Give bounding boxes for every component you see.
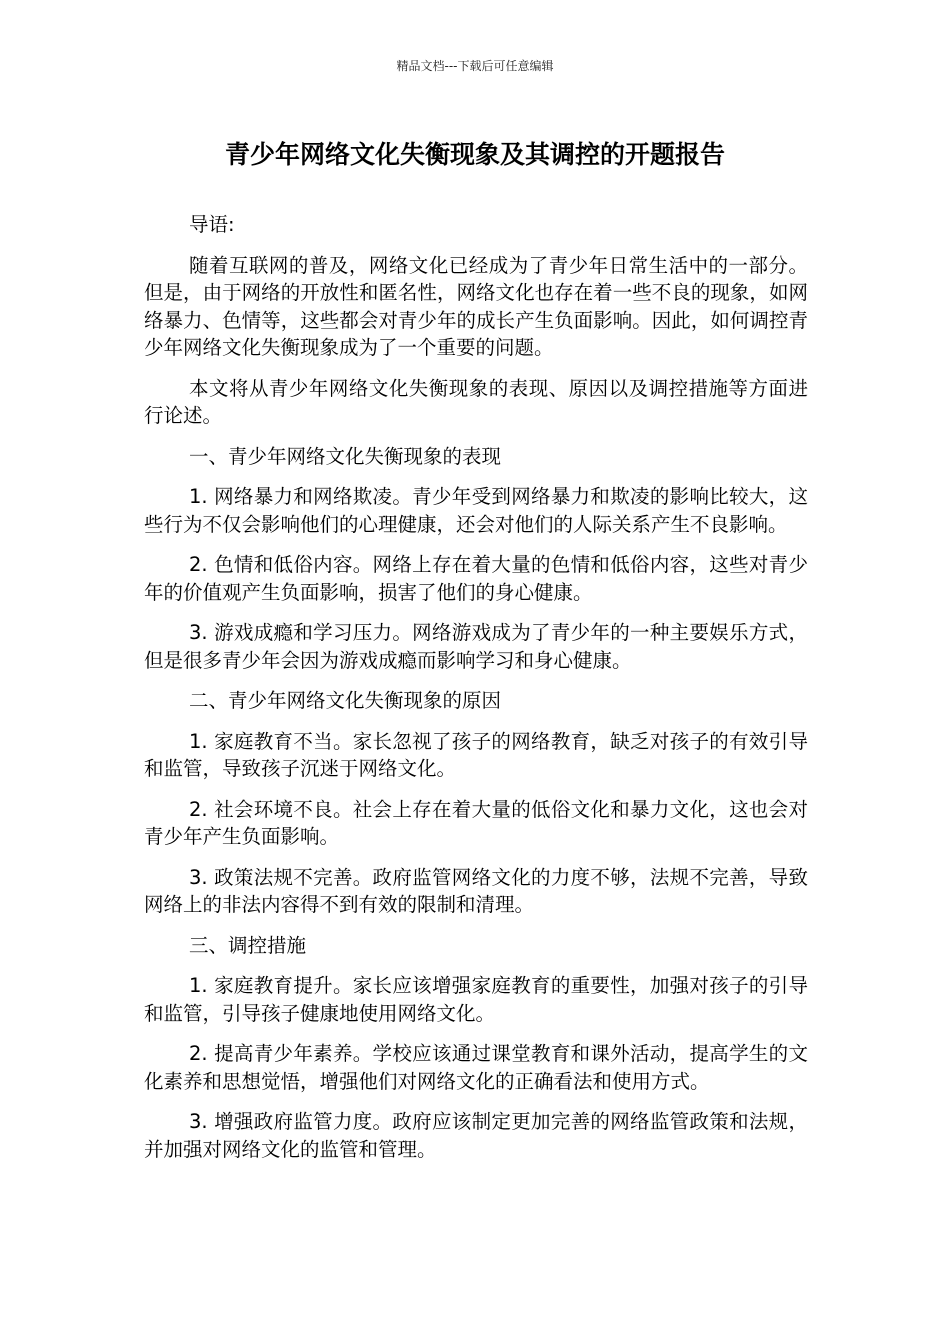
section-heading-measures: 三、调控措施: [189, 933, 307, 957]
list-item: 1. 家庭教育提升。家长应该增强家庭教育的重要性，加强对孩子的引导和监管，引导孩子健康地使用网络文化。: [144, 974, 808, 1025]
section-heading-causes: 二、青少年网络文化失衡现象的原因: [189, 689, 502, 712]
list-item: 1. 网络暴力和网络欺凌。青少年受到网络暴力和欺凌的影响比较大，这些行为不仅会影响他们的心理健康，还会对他们的人际关系产生不良影响。: [144, 485, 808, 536]
document-title: 青少年网络文化失衡现象及其调控的开题报告: [224, 140, 725, 169]
list-item: 2. 提高青少年素养。学校应该通过课堂教育和课外活动，提高学生的文化素养和思想觉悟，增强他们对网络文化的正确看法和使用方式。: [144, 1042, 808, 1093]
list-item: 3. 政策法规不完善。政府监管网络文化的力度不够，法规不完善，导致网络上的非法内容得不到有效的限制和清理。: [144, 865, 808, 916]
list-item: 3. 游戏成瘾和学习压力。网络游戏成为了青少年的一种主要娱乐方式，但是很多青少年会因为游戏成瘾而影响学习和身心健康。: [144, 621, 808, 672]
list-item: 2. 社会环境不良。社会上存在着大量的低俗文化和暴力文化，这也会对青少年产生负面影响。: [144, 797, 808, 848]
section-heading-manifestations: 一、青少年网络文化失衡现象的表现: [189, 444, 502, 468]
scope-paragraph: 本文将从青少年网络文化失衡现象的表现、原因以及调控措施等方面进行论述。: [144, 376, 808, 427]
header-note: 精品文档---下载后可任意编辑: [396, 59, 554, 73]
list-item: 2. 色情和低俗内容。网络上存在着大量的色情和低俗内容，这些对青少年的价值观产生负面影响，损害了他们的身心健康。: [144, 553, 808, 604]
list-item: 3. 增强政府监管力度。政府应该制定更加完善的网络监管政策和法规，并加强对网络文化的监管和管理。: [144, 1110, 808, 1161]
list-item: 1. 家庭教育不当。家长忽视了孩子的网络教育，缺乏对孩子的有效引导和监管，导致孩子沉迷于网络文化。: [144, 729, 808, 780]
intro-paragraph: 随着互联网的普及，网络文化已经成为了青少年日常生活中的一部分。但是，由于网络的开放性和匿名性，网络文化也存在着一些不良的现象，如网络暴力、色情等，这些都会对青少年的成长产生负面影响。因此，如何调控青少年网络文化失衡现象成为了一个重要的问题。: [144, 253, 808, 359]
document-body: [144, 211, 808, 1176]
intro-label: 导语:: [189, 213, 235, 236]
